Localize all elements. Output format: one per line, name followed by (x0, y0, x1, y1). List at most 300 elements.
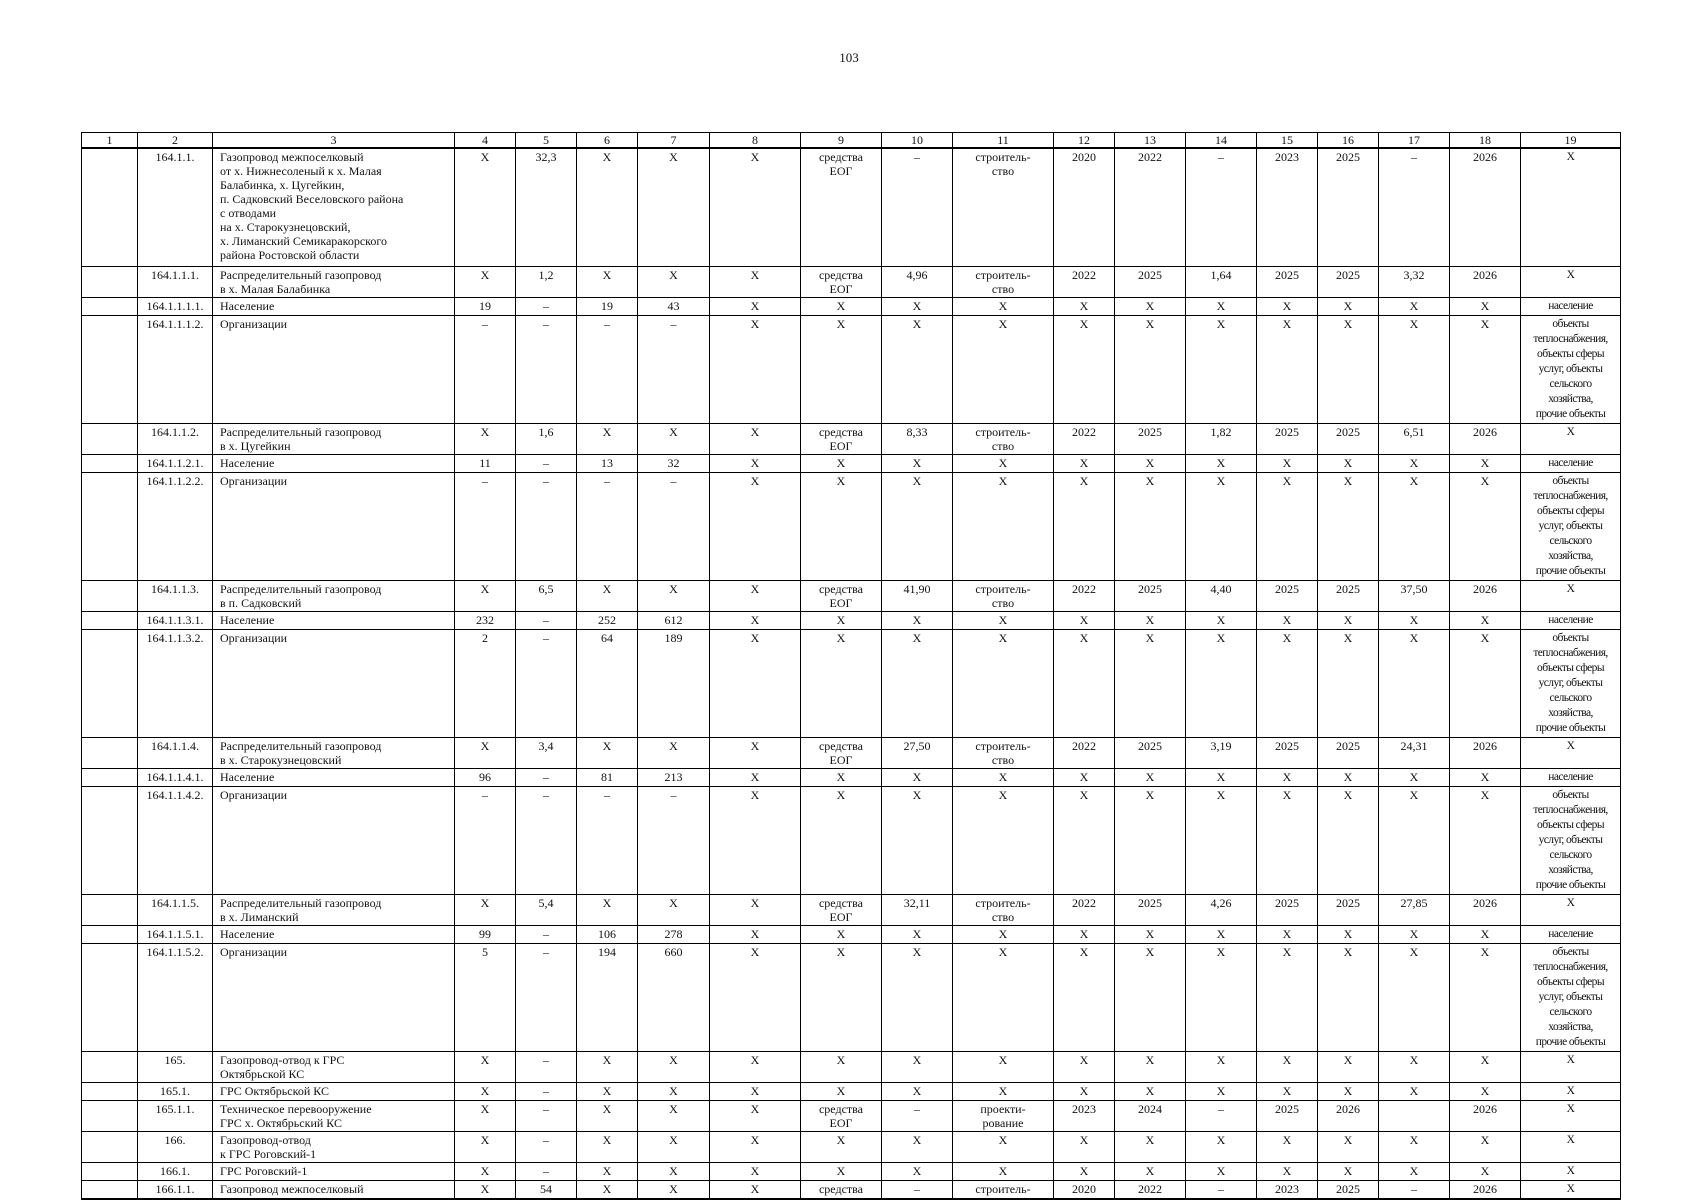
table-cell: – (882, 1180, 953, 1199)
column-header-2: 2 (138, 133, 213, 149)
table-cell: Х (953, 454, 1054, 472)
table-cell: 2025 (1257, 266, 1318, 297)
table-cell: 164.1.1.5.1. (138, 925, 213, 943)
table-cell: Х (1186, 472, 1257, 580)
table-cell: Х (710, 1082, 801, 1100)
table-cell: Х (882, 1051, 953, 1082)
table-cell: 2025 (1257, 1100, 1318, 1131)
table-cell: Х (1115, 629, 1186, 737)
table-cell: – (516, 454, 577, 472)
table-cell: Х (710, 768, 801, 786)
table-cell: 2020 (1054, 148, 1115, 266)
table-row (82, 1100, 1621, 1131)
table-cell: Х (801, 768, 882, 786)
table-cell: Газопровод-отвод к ГРС Роговский-1 (213, 1131, 455, 1162)
table-cell: Х (1054, 1082, 1115, 1100)
table-cell: строитель- ство (953, 894, 1054, 925)
table-cell: Распределительный газопровод в х. Цугейкин (213, 423, 455, 454)
table-cell: Х (577, 894, 638, 925)
column-header-15: 15 (1257, 133, 1318, 149)
table-cell: Х (577, 266, 638, 297)
table-cell: 2026 (1450, 266, 1521, 297)
table-cell: Х (1257, 472, 1318, 580)
table-cell: Х (1450, 925, 1521, 943)
table-cell: Население (213, 925, 455, 943)
table-cell: Х (710, 611, 801, 629)
table-cell: Х (638, 1180, 710, 1199)
table-cell: Х (710, 1051, 801, 1082)
table-cell: 164.1.1.3.1. (138, 611, 213, 629)
table-body (82, 148, 1621, 1199)
table-cell (82, 454, 138, 472)
table-cell: – (1379, 1180, 1450, 1199)
table-cell: ГРС Октябрьской КС (213, 1082, 455, 1100)
table-cell: Х (577, 423, 638, 454)
table-cell: объекты теплоснабжения, объекты сферы услуг, объекты сельского хозяйства, прочие объекты (1521, 629, 1621, 737)
table-cell: Х (1318, 768, 1379, 786)
table-cell: Х (1318, 925, 1379, 943)
table-cell: Х (801, 1162, 882, 1180)
table-cell: Х (1257, 768, 1318, 786)
table-cell: Х (1379, 943, 1450, 1051)
table-cell: средства ЕОГ (801, 894, 882, 925)
table-cell: Х (455, 266, 516, 297)
column-header-1: 1 (82, 133, 138, 149)
table-cell: 3,19 (1186, 737, 1257, 768)
table-cell: Х (1186, 454, 1257, 472)
page-number: 103 (839, 50, 859, 65)
table-row (82, 894, 1621, 925)
table-cell: Х (1115, 1131, 1186, 1162)
table-cell (82, 737, 138, 768)
table-cell: ГРС Роговский-1 (213, 1162, 455, 1180)
table-cell: 2026 (1450, 1100, 1521, 1131)
table-cell: Х (882, 1082, 953, 1100)
table-cell: Х (882, 1162, 953, 1180)
table-cell: Х (1450, 1051, 1521, 1082)
table-cell: Х (1054, 1051, 1115, 1082)
table-cell: Население (213, 297, 455, 315)
table-cell: – (882, 148, 953, 266)
table-cell: 2026 (1318, 1100, 1379, 1131)
table-cell: Х (882, 1131, 953, 1162)
table-cell: Х (710, 737, 801, 768)
table-cell: – (516, 1162, 577, 1180)
table-cell: Население (213, 454, 455, 472)
table-cell: 4,96 (882, 266, 953, 297)
table-cell: Х (801, 454, 882, 472)
table-cell: 189 (638, 629, 710, 737)
table-cell: 32,3 (516, 148, 577, 266)
table-cell: 6,5 (516, 580, 577, 611)
table-cell: 2026 (1450, 580, 1521, 611)
table-cell: Х (1115, 786, 1186, 894)
table-cell: Х (1054, 786, 1115, 894)
table-cell: 27,85 (1379, 894, 1450, 925)
table-cell: 165. (138, 1051, 213, 1082)
table-cell: Х (882, 454, 953, 472)
table-cell: Население (213, 768, 455, 786)
table-cell: Х (1318, 315, 1379, 423)
table-cell: 32,11 (882, 894, 953, 925)
table-cell: 2025 (1318, 737, 1379, 768)
table-cell: 2025 (1257, 737, 1318, 768)
table-cell: Х (801, 943, 882, 1051)
table-cell: Х (1521, 737, 1621, 768)
column-header-12: 12 (1054, 133, 1115, 149)
table-cell: Х (1054, 454, 1115, 472)
table-cell: объекты теплоснабжения, объекты сферы услуг, объекты сельского хозяйства, прочие объекты (1521, 472, 1621, 580)
table-cell: 164.1.1. (138, 148, 213, 266)
table-cell: 5,4 (516, 894, 577, 925)
table-cell: Х (953, 297, 1054, 315)
table-cell: Х (1450, 786, 1521, 894)
table-cell: Х (577, 1131, 638, 1162)
table-cell: строитель- ство (953, 737, 1054, 768)
table-cell (82, 1051, 138, 1082)
table-cell: строитель- ство (953, 580, 1054, 611)
table-cell: 2025 (1115, 580, 1186, 611)
table-cell: Х (1186, 1051, 1257, 1082)
table-cell: Х (882, 925, 953, 943)
table-cell: Х (1054, 629, 1115, 737)
table-cell: Х (1115, 454, 1186, 472)
table-cell: Х (1450, 1162, 1521, 1180)
table-cell: средства (801, 1180, 882, 1199)
table-cell: Х (1115, 943, 1186, 1051)
table-cell: Х (801, 315, 882, 423)
table-cell: объекты теплоснабжения, объекты сферы услуг, объекты сельского хозяйства, прочие объекты (1521, 786, 1621, 894)
table-cell: 278 (638, 925, 710, 943)
table-cell: Х (953, 1051, 1054, 1082)
table-cell: Х (710, 1162, 801, 1180)
column-header-14: 14 (1186, 133, 1257, 149)
table-cell: 2022 (1054, 266, 1115, 297)
table-cell: Х (455, 1162, 516, 1180)
table-cell: Х (1115, 611, 1186, 629)
table-cell: 2022 (1054, 423, 1115, 454)
table-cell: Х (1054, 315, 1115, 423)
table-cell: Х (710, 148, 801, 266)
table-cell: население (1521, 297, 1621, 315)
table-cell: 164.1.1.5.2. (138, 943, 213, 1051)
table-row (82, 1131, 1621, 1162)
table-cell: 2025 (1257, 894, 1318, 925)
table-cell: Х (882, 629, 953, 737)
table-cell: Х (577, 148, 638, 266)
table-cell: Х (710, 1100, 801, 1131)
column-header-19: 19 (1521, 133, 1621, 149)
table-cell: Х (710, 925, 801, 943)
table-cell: Х (1054, 611, 1115, 629)
table-cell: Х (710, 472, 801, 580)
table-cell: – (516, 611, 577, 629)
table-cell: средства ЕОГ (801, 580, 882, 611)
table-cell: 612 (638, 611, 710, 629)
table-cell: Х (1318, 1162, 1379, 1180)
table-cell: Х (1054, 297, 1115, 315)
table-cell (82, 315, 138, 423)
table-cell: 164.1.1.3. (138, 580, 213, 611)
table-cell: Распределительный газопровод в п. Садковский (213, 580, 455, 611)
table-cell: – (516, 943, 577, 1051)
table-cell: Х (1054, 943, 1115, 1051)
table-cell: средства ЕОГ (801, 266, 882, 297)
table-cell: Х (1379, 611, 1450, 629)
table-cell: Х (710, 1131, 801, 1162)
table-cell: Х (710, 1180, 801, 1199)
table-cell: Х (1379, 472, 1450, 580)
table-cell: Х (1318, 454, 1379, 472)
table-cell: Х (1054, 1162, 1115, 1180)
table-cell: Х (1186, 297, 1257, 315)
table-cell: 4,26 (1186, 894, 1257, 925)
table-cell: 2024 (1115, 1100, 1186, 1131)
table-header-row (82, 133, 1621, 149)
table-cell: строитель- ство (953, 266, 1054, 297)
table-cell: – (516, 315, 577, 423)
table-cell (82, 629, 138, 737)
table-cell: Распределительный газопровод в х. Малая Балабинка (213, 266, 455, 297)
table-cell: 2025 (1115, 894, 1186, 925)
table-cell: 2026 (1450, 894, 1521, 925)
table-cell: Х (1186, 611, 1257, 629)
table-cell: – (1186, 1180, 1257, 1199)
table-cell: 2022 (1115, 1180, 1186, 1199)
table-cell: Х (455, 1180, 516, 1199)
table-row (82, 266, 1621, 297)
table-cell: Х (638, 423, 710, 454)
table-cell: Х (1521, 1162, 1621, 1180)
table-cell: Х (882, 943, 953, 1051)
table-cell: – (882, 1100, 953, 1131)
table-cell: 32 (638, 454, 710, 472)
table-row (82, 768, 1621, 786)
table-cell: Х (1450, 629, 1521, 737)
table-cell: Х (1257, 1131, 1318, 1162)
table-cell: 19 (455, 297, 516, 315)
table-cell: 2023 (1257, 1180, 1318, 1199)
table-cell: 4,40 (1186, 580, 1257, 611)
table-cell: – (516, 1051, 577, 1082)
table-cell: 2023 (1257, 148, 1318, 266)
column-header-6: 6 (577, 133, 638, 149)
table-cell: Х (1186, 925, 1257, 943)
table-cell: – (516, 297, 577, 315)
table-cell: Х (801, 297, 882, 315)
table-cell: 1,6 (516, 423, 577, 454)
table-cell: Х (1450, 1131, 1521, 1162)
table-cell (82, 1131, 138, 1162)
table-cell: население (1521, 925, 1621, 943)
table-cell: Х (1115, 1051, 1186, 1082)
table-cell: – (516, 472, 577, 580)
table-cell: Х (1450, 297, 1521, 315)
table-cell: 27,50 (882, 737, 953, 768)
table-cell: 232 (455, 611, 516, 629)
table-cell: Х (577, 580, 638, 611)
table-cell: 2025 (1257, 580, 1318, 611)
table-cell: Газопровод-отвод к ГРС Октябрьской КС (213, 1051, 455, 1082)
table-cell: Организации (213, 315, 455, 423)
table-cell: Х (1318, 472, 1379, 580)
table-cell: Х (1186, 943, 1257, 1051)
table-cell: 164.1.1.4. (138, 737, 213, 768)
table-cell: Организации (213, 786, 455, 894)
table-cell: 194 (577, 943, 638, 1051)
table-cell: 165.1. (138, 1082, 213, 1100)
table-cell: 166.1.1. (138, 1180, 213, 1199)
table-cell: 2026 (1450, 423, 1521, 454)
table-cell (82, 786, 138, 894)
table-cell: Х (577, 1082, 638, 1100)
table-cell: 166. (138, 1131, 213, 1162)
table-cell: средства ЕОГ (801, 1100, 882, 1131)
table-cell (82, 1162, 138, 1180)
table-cell: Х (953, 1131, 1054, 1162)
table-cell: Х (1115, 315, 1186, 423)
table-cell: Х (1521, 1180, 1621, 1199)
table-cell: Х (638, 894, 710, 925)
table-cell: Х (1186, 1131, 1257, 1162)
table-cell: Х (801, 786, 882, 894)
table-cell: Х (1054, 472, 1115, 580)
table-cell: Х (953, 472, 1054, 580)
table-cell (82, 1082, 138, 1100)
table-cell: – (577, 315, 638, 423)
table-cell: 164.1.1.1.1. (138, 297, 213, 315)
table-cell: 2026 (1450, 1180, 1521, 1199)
table-cell: Х (1521, 1100, 1621, 1131)
table-cell: Х (1115, 297, 1186, 315)
table-cell: Х (1054, 1131, 1115, 1162)
table-cell: 164.1.1.1. (138, 266, 213, 297)
column-header-9: 9 (801, 133, 882, 149)
table-cell: Х (1318, 1131, 1379, 1162)
table-cell: средства ЕОГ (801, 423, 882, 454)
table-cell (82, 768, 138, 786)
table-cell: 1,82 (1186, 423, 1257, 454)
table-row (82, 423, 1621, 454)
table-cell: Х (577, 1051, 638, 1082)
table-cell: Х (1318, 786, 1379, 894)
table-cell: Х (953, 1162, 1054, 1180)
table-row (82, 315, 1621, 423)
table-cell: Х (801, 472, 882, 580)
table-cell (82, 1100, 138, 1131)
table-cell: Х (1257, 315, 1318, 423)
table-cell: Х (1318, 943, 1379, 1051)
table-cell: 41,90 (882, 580, 953, 611)
table-cell: Х (882, 297, 953, 315)
table-cell: Х (1054, 925, 1115, 943)
table-cell: 164.1.1.4.1. (138, 768, 213, 786)
table-cell: Х (1257, 454, 1318, 472)
table-cell: – (455, 315, 516, 423)
table-cell: – (577, 472, 638, 580)
table-cell: 3,32 (1379, 266, 1450, 297)
table-cell: Х (577, 1100, 638, 1131)
table-cell: Х (1521, 1131, 1621, 1162)
table-cell: 2 (455, 629, 516, 737)
table-cell: Распределительный газопровод в х. Старокузнецовский (213, 737, 455, 768)
table-cell: Х (801, 1051, 882, 1082)
table-row (82, 472, 1621, 580)
table-row (82, 629, 1621, 737)
table-cell: Х (801, 925, 882, 943)
table-cell: – (516, 1082, 577, 1100)
table-cell (82, 580, 138, 611)
table-cell: Х (1257, 1162, 1318, 1180)
table-cell: Х (882, 768, 953, 786)
table-cell: Х (1379, 1051, 1450, 1082)
table-cell: объекты теплоснабжения, объекты сферы услуг, объекты сельского хозяйства, прочие объекты (1521, 315, 1621, 423)
table-cell: Х (801, 611, 882, 629)
table-cell: 1,64 (1186, 266, 1257, 297)
table-cell: Х (1450, 454, 1521, 472)
table-cell: – (638, 472, 710, 580)
table-row (82, 786, 1621, 894)
table-cell: Х (638, 266, 710, 297)
column-header-18: 18 (1450, 133, 1521, 149)
table-cell: население (1521, 611, 1621, 629)
table-row (82, 943, 1621, 1051)
table-cell: 164.1.1.4.2. (138, 786, 213, 894)
table-cell: Х (710, 454, 801, 472)
table-cell: Х (710, 786, 801, 894)
table-cell: 660 (638, 943, 710, 1051)
column-header-11: 11 (953, 133, 1054, 149)
table-cell: Х (638, 1082, 710, 1100)
column-header-3: 3 (213, 133, 455, 149)
table-row (82, 297, 1621, 315)
table-cell: средства ЕОГ (801, 148, 882, 266)
column-header-7: 7 (638, 133, 710, 149)
table-cell: Х (1186, 315, 1257, 423)
table-cell: Организации (213, 943, 455, 1051)
table-cell (82, 266, 138, 297)
table-cell: Х (455, 1051, 516, 1082)
table-cell: 43 (638, 297, 710, 315)
table-cell: – (577, 786, 638, 894)
table-cell: 2025 (1115, 266, 1186, 297)
table-cell: Х (1521, 423, 1621, 454)
table-cell: 164.1.1.2. (138, 423, 213, 454)
table-cell: Х (1318, 629, 1379, 737)
table-cell: Х (882, 472, 953, 580)
table-cell: 2025 (1318, 894, 1379, 925)
table-cell: 165.1.1. (138, 1100, 213, 1131)
table-cell: Х (638, 1162, 710, 1180)
table-cell: Газопровод межпоселковый от х. Нижнесоленый к х. Малая Балабинка, х. Цугейкин, п. Садковский Веселовского района с отводами на х. Старокузнецовский, х. Лиманский Семикаракорского района Ростовской области (213, 148, 455, 266)
table-cell: средства ЕОГ (801, 737, 882, 768)
table-cell: – (516, 1100, 577, 1131)
table-cell: Х (710, 580, 801, 611)
table-cell: Х (1186, 629, 1257, 737)
column-header-13: 13 (1115, 133, 1186, 149)
table-cell: Х (801, 629, 882, 737)
table-row (82, 925, 1621, 943)
table-cell: Х (1521, 580, 1621, 611)
table-cell: Х (1521, 266, 1621, 297)
table-cell: 106 (577, 925, 638, 943)
table-row (82, 1180, 1621, 1199)
table-cell: Х (455, 580, 516, 611)
table-cell: 81 (577, 768, 638, 786)
table-cell: Х (577, 1180, 638, 1199)
table-cell: Х (1379, 629, 1450, 737)
table-cell: – (638, 786, 710, 894)
